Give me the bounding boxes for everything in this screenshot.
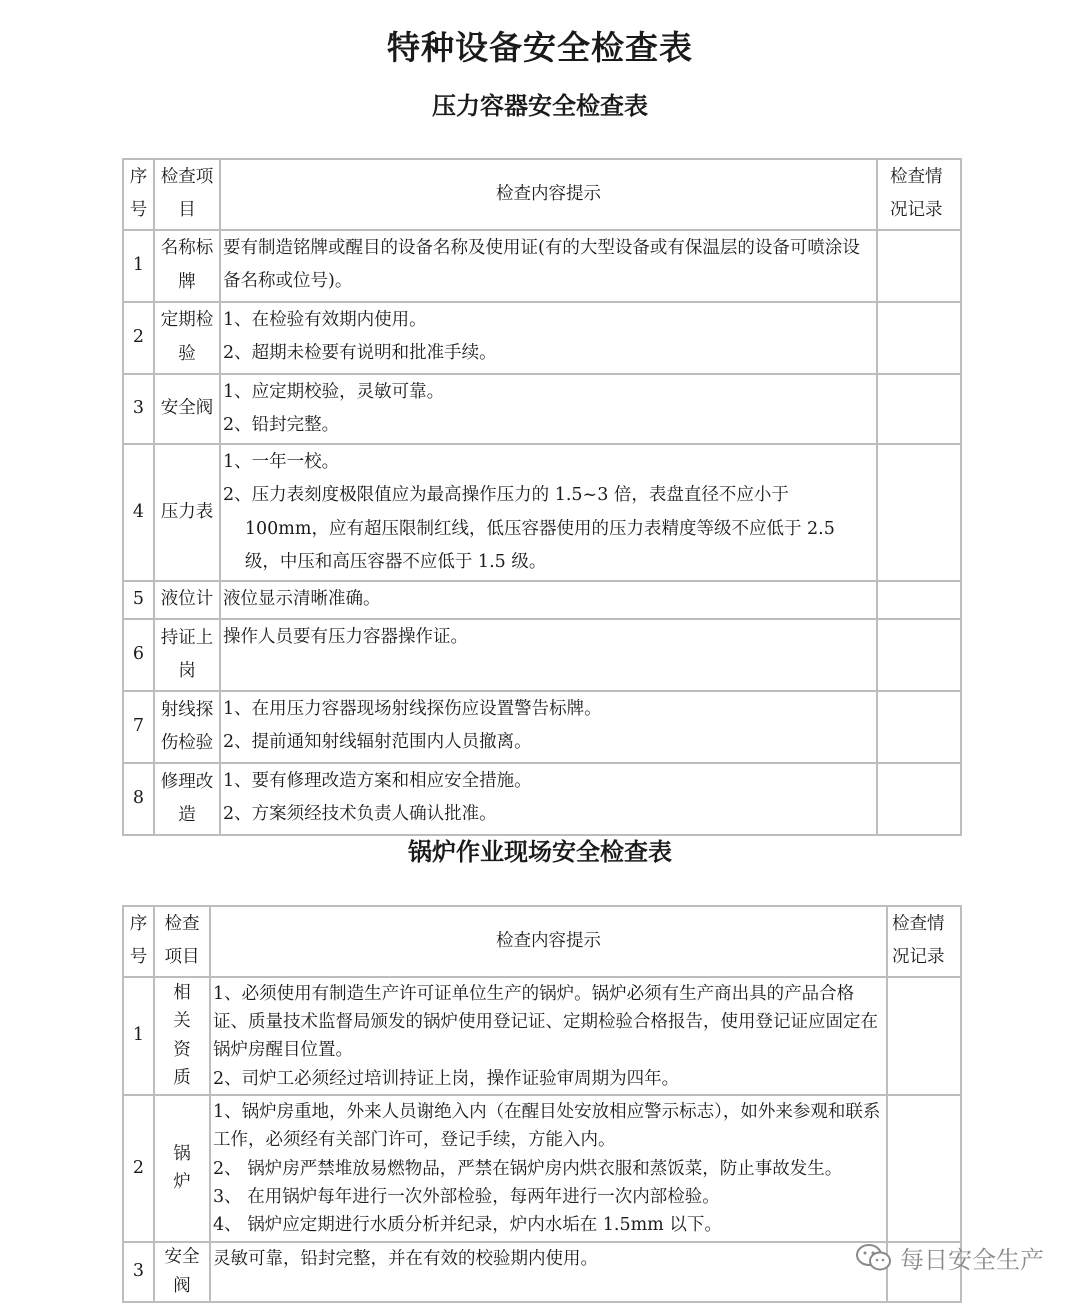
content-line: 1、在用压力容器现场射线探伤应设置警告标牌。 [223,699,602,719]
content-line: 2、提前通知射线辐射范围内人员撤离。 [223,732,532,753]
record-cell [887,1095,961,1242]
record-cell [877,581,961,619]
row-content [220,374,877,445]
table-row [123,977,961,1095]
header-item: 检查项目 [154,159,220,230]
row-item: 修理改造 [154,763,220,835]
row-no: 3 [123,374,154,445]
row-content [210,977,887,1095]
row-no: 1 [123,977,154,1095]
row-content [220,581,877,619]
boiler-table [122,905,962,1303]
row-item: 锅炉 [154,1095,210,1242]
row-item: 安全阀 [154,1242,210,1302]
row-content [210,1095,887,1242]
row-content [220,302,877,374]
watermark [854,1240,1044,1275]
row-content [220,444,877,581]
row-content [210,1242,887,1302]
row-item: 安全阀 [154,374,220,445]
table-row [123,581,961,619]
content-line: 1、一年一校。 [223,452,340,472]
content-line: 3、 在用锅炉每年进行一次外部检验，每两年进行一次内部检验。 [213,1186,720,1207]
row-no: 6 [123,619,154,691]
table-header-row [123,159,961,230]
table-row [123,230,961,302]
row-item: 压力表 [154,444,220,581]
table-row [123,763,961,835]
content-line: 1、在检验有效期内使用。 [223,309,427,330]
content-line: 灵敏可靠，铅封完整，并在有效的校验期内使用。 [213,1248,598,1269]
header-no: 序号 [123,159,154,230]
header-item: 检查项目 [154,906,210,977]
boiler-table-title: 锅炉作业现场安全检查表 [408,838,672,866]
header-record: 检查情况记录 [877,159,961,230]
row-no: 4 [123,444,154,581]
header-record: 检查情况记录 [887,906,961,977]
content-line: 1、必须使用有制造生产许可证单位生产的锅炉。锅炉必须有生产商出具的产品合格证、质量技术监督局颁发的锅炉使用登记证、定期检验合格报告，使用登记证应固定在锅炉房醒目位置。 [213,983,878,1061]
table-row [123,691,961,763]
content-line: 1、锅炉房重地，外来人员谢绝入内（在醒目处安放相应警示标志），如外来参观和联系工作，必须经有关部门许可，登记手续，方能入内。 [213,1101,881,1151]
content-line: 1、要有修理改造方案和相应安全措施。 [223,771,532,791]
row-item: 名称标牌 [154,230,220,302]
record-cell [877,302,961,374]
row-item: 液位计 [154,581,220,619]
wechat-icon [854,1242,894,1274]
record-cell [877,374,961,445]
content-line: 4、 锅炉应定期进行水质分析并纪录，炉内水垢在 1.5mm 以下。 [213,1215,722,1236]
row-no: 8 [123,763,154,835]
pressure-vessel-table [122,158,962,836]
content-line: 2、司炉工必须经过培训持证上岗，操作证验审周期为四年。 [213,1068,680,1089]
table-row [123,619,961,691]
table-row [123,1095,961,1242]
content-line: 1、应定期校验，灵敏可靠。 [223,381,445,402]
row-no: 7 [123,691,154,763]
row-item: 射线探伤检验 [154,691,220,763]
row-item: 定期检验 [154,302,220,374]
record-cell [887,977,961,1095]
content-line: 2、超期未检要有说明和批准手续。 [223,342,497,363]
content-line: 液位显示清晰准确。 [223,589,381,609]
row-no: 2 [123,302,154,374]
row-no: 1 [123,230,154,302]
table-row [123,302,961,374]
content-line: 2、压力表刻度极限值应为最高操作压力的 1.5~3 倍，表盘直径不应小于 100mm，应有超压限制红线，低压容器使用的压力表精度等级不应低于 2.5 级，中压和高压容器不应低于 1.5 级。 [223,485,835,572]
content-line: 2、铅封完整。 [223,414,340,435]
content-line: 2、 锅炉房严禁堆放易燃物品，严禁在锅炉房内烘衣服和蒸饭菜，防止事故发生。 [213,1158,843,1179]
row-item: 相关资质 [154,977,210,1095]
page-title: 特种设备安全检查表 [387,28,693,67]
row-no: 3 [123,1242,154,1302]
watermark-text: 每日安全生产 [900,1246,1044,1274]
table-row [123,444,961,581]
header-no: 序号 [123,906,154,977]
row-item: 持证上岗 [154,619,220,691]
row-no: 5 [123,581,154,619]
record-cell [877,691,961,763]
header-content: 检查内容提示 [220,159,877,230]
row-content [220,619,877,691]
record-cell [877,444,961,581]
pressure-table-title: 压力容器安全检查表 [432,92,648,120]
row-no: 2 [123,1095,154,1242]
table-header-row [123,906,961,977]
record-cell [877,763,961,835]
content-line: 2、方案须经技术负责人确认批准。 [223,804,497,825]
table-row [123,1242,961,1302]
record-cell [877,619,961,691]
content-line: 要有制造铭牌或醒目的设备名称及使用证(有的大型设备或有保温层的设备可喷涂设备名称或位号)。 [223,237,860,291]
record-cell [877,230,961,302]
table-row [123,374,961,445]
header-content: 检查内容提示 [210,906,887,977]
row-content [220,763,877,835]
content-line: 操作人员要有压力容器操作证。 [223,627,468,647]
row-content [220,230,877,302]
row-content [220,691,877,763]
